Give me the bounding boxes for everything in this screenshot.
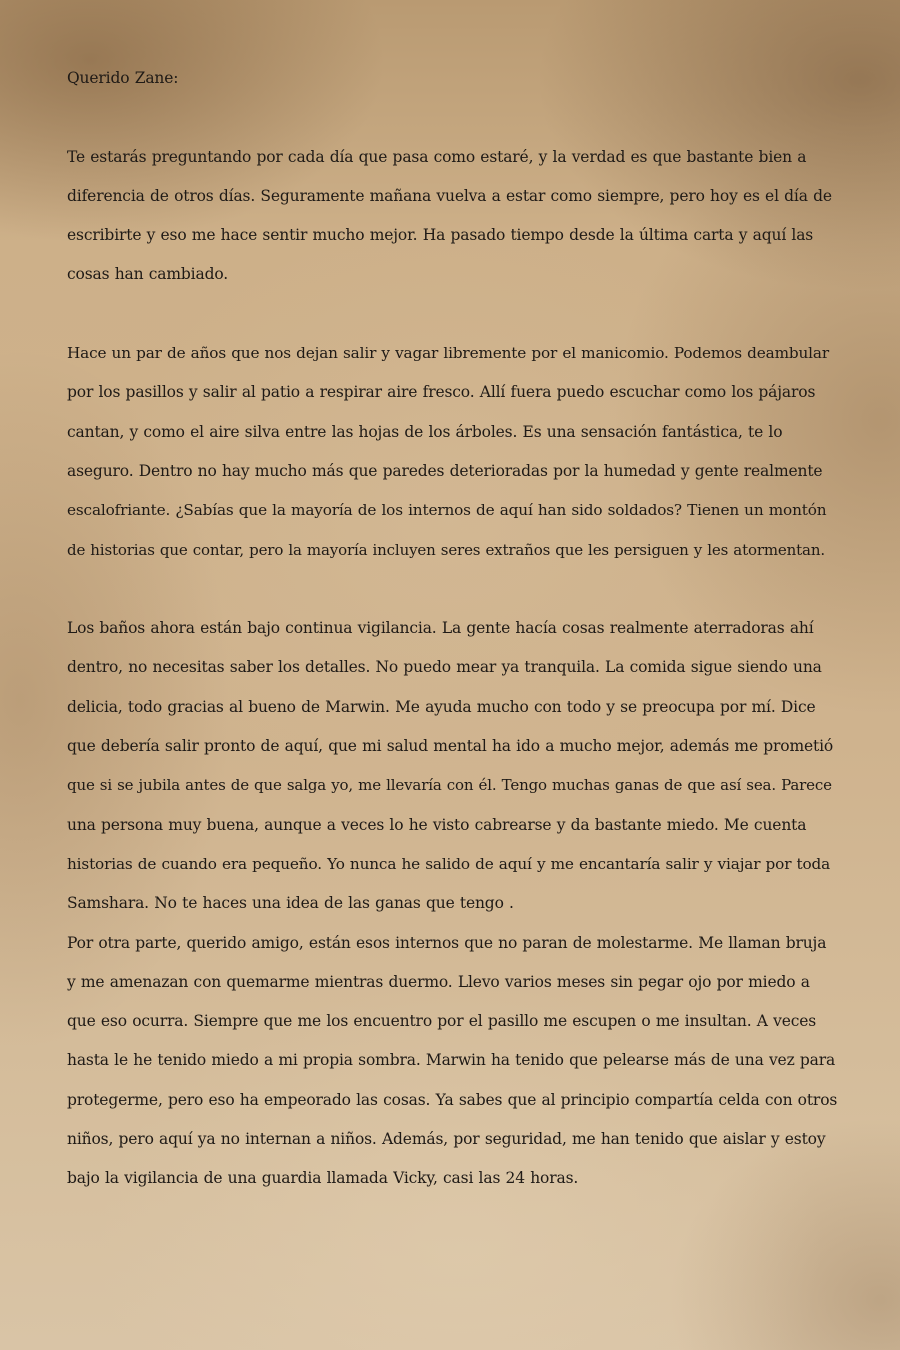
paragraph-line: Te estarás preguntando por cada día que pasa como estaré, y la verdad es que bastante bien a: [67, 147, 807, 166]
paragraph-line: aseguro. Dentro no hay mucho más que paredes deterioradas por la humedad y gente realmente: [67, 461, 823, 480]
paragraph-4: [67, 924, 837, 1199]
paragraph-line: diferencia de otros días. Seguramente mañana vuelva a estar como siempre, pero hoy es el día de: [67, 186, 832, 205]
paragraph-line: Samshara. No te haces una idea de las ganas que tengo .: [67, 894, 514, 913]
paragraph-line: una persona muy buena, aunque a veces lo he visto cabrearse y da bastante miedo. Me cuenta: [67, 815, 807, 834]
paragraph-line: historias de cuando era pequeño. Yo nunca he salido de aquí y me encantaría salir y viajar por toda: [67, 854, 831, 873]
paragraph-2: [67, 334, 837, 570]
paragraph-line: delicia, todo gracias al bueno de Marwin. Me ayuda mucho con todo y se preocupa por mí. Dice: [67, 697, 816, 716]
paragraph-line: y me amenazan con quemarme mientras duermo. Llevo varios meses sin pegar ojo por miedo a: [67, 972, 810, 991]
paragraph-line: que debería salir pronto de aquí, que mi salud mental ha ido a mucho mejor, además me prometió: [67, 737, 834, 756]
paragraph-line: dentro, no necesitas saber los detalles. No puedo mear ya tranquila. La comida sigue siendo una: [67, 658, 822, 677]
paragraph-line: que si se jubila antes de que salga yo, me llevaría con él. Tengo muchas ganas de que así sea. Parece: [67, 776, 832, 795]
paragraph-line: bajo la vigilancia de una guardia llamada Vicky, casi las 24 horas.: [67, 1169, 579, 1188]
paragraph-line: escalofriante. ¿Sabías que la mayoría de los internos de aquí han sido soldados? Tienen un montón: [67, 501, 827, 520]
paragraph-line: niños, pero aquí ya no internan a niños. Además, por seguridad, me han tenido que aislar y estoy: [67, 1130, 826, 1149]
letter-greeting: Querido Zane:: [67, 69, 179, 87]
paragraph-line: cosas han cambiado.: [67, 265, 229, 284]
paragraph-line: cantan, y como el aire silva entre las hojas de los árboles. Es una sensación fantástica, te lo: [67, 422, 783, 441]
paragraph-line: Hace un par de años que nos dejan salir y vagar libremente por el manicomio. Podemos deambular: [67, 344, 829, 363]
paragraph-line: de historias que contar, pero la mayoría incluyen seres extraños que les persiguen y les atormentan.: [67, 540, 825, 559]
paragraph-line: hasta le he tenido miedo a mi propia sombra. Marwin ha tenido que pelearse más de una vez para: [67, 1051, 836, 1070]
paragraph-line: Los baños ahora están bajo continua vigilancia. La gente hacía cosas realmente aterradoras ahí: [67, 619, 814, 638]
paragraph-line: Por otra parte, querido amigo, están esos internos que no paran de molestarme. Me llaman bruja: [67, 933, 827, 952]
paragraph-1: [67, 138, 837, 295]
paragraph-3: [67, 609, 837, 923]
letter-body: [67, 59, 837, 1199]
paragraph-line: escribirte y eso me hace sentir mucho mejor. Ha pasado tiempo desde la última carta y aquí las: [67, 226, 814, 245]
paragraph-line: por los pasillos y salir al patio a respirar aire fresco. Allí fuera puedo escuchar como los pájaros: [67, 383, 816, 402]
paragraph-line: protegerme, pero eso ha empeorado las cosas. Ya sabes que al principio compartía celda con otros: [67, 1090, 838, 1109]
paragraph-line: que eso ocurra. Siempre que me los encuentro por el pasillo me escupen o me insultan. A veces: [67, 1012, 817, 1031]
